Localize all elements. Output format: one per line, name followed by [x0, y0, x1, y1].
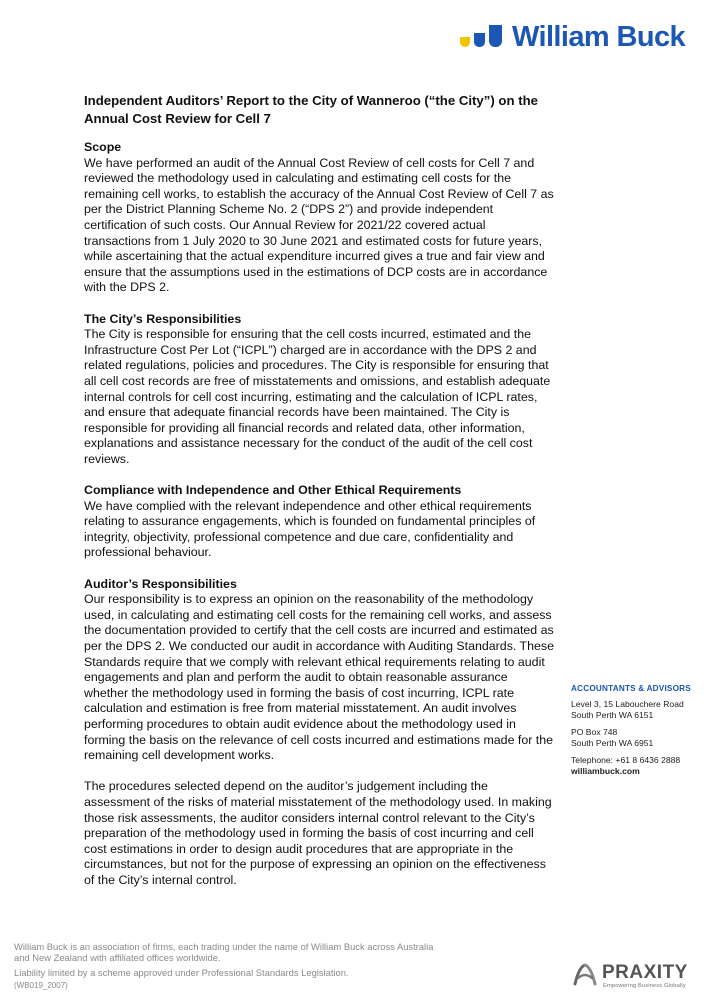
address-line-2: South Perth WA 6151	[571, 710, 654, 720]
section-heading-city-responsibilities: The City’s Responsibilities	[84, 311, 242, 326]
address-line-1: Level 3, 15 Labouchere Road	[571, 698, 684, 709]
footer-line-2: and New Zealand with affiliated offices worldwide.	[14, 952, 221, 963]
paragraph-auditor-responsibilities-1: Our responsibility is to express an opinion on the reasonability of the methodology used, in calculating and estimating cell costs for the remaining cell works, and assess the documentation provided to certify that the cell costs are incurred and estimated as per the DPS 2. We conducted our audit in accordance with Auditing Standards. These Standards require that we comply with relevant ethical requirements relating to audit engagements and plan and perform the audit to obtain reasonable assurance whether the methodology used in forming the basis of cost incurring, ICPL rate calculation and estimation is free from material misstatement. An audit involves performing procedures to obtain audit evidence about the methodology used in forming the basis on the relevance of cell costs incurred and estimations made for the remaining cell development works.	[84, 592, 554, 763]
logo-wordmark: William Buck	[512, 21, 686, 53]
po-box-line-1: PO Box 748	[571, 726, 618, 737]
telephone: Telephone: +61 8 6436 2888	[571, 754, 681, 765]
paragraph-compliance: We have complied with the relevant independence and other ethical requirements relating to assurance engagements, which is founded on fundamental principles of integrity, objectivity, professional competence and due care, confidentiality and professional behaviour.	[84, 498, 536, 560]
praxity-wordmark: PRAXITY	[602, 962, 688, 983]
report-body	[84, 92, 554, 904]
paragraph-city-responsibilities: The City is responsible for ensuring that the cell costs incurred, estimated and the Infrastructure Cost Per Lot (“ICPL”) charged are in accordance with the DPS 2 and related regulations, policies and procedures. The City is responsible for ensuring that all cell cost records are free of misstatements and omissions, and establish adequate internal controls for cell cost incurring, estimating and the calculation of ICPL rates, and ensure that adequate financial records have been maintained. The City is responsible for providing all financial records and related data, other information, explanations and assistance necessary for the conduct of the audit of the cell cost reviews.	[84, 327, 551, 466]
footer-line-3: Liability limited by a scheme approved under Professional Standards Legislation.	[14, 967, 349, 978]
footer-disclaimer	[14, 941, 534, 991]
sidebar-heading: ACCOUNTANTS & ADVISORS	[571, 684, 691, 693]
section-heading-compliance: Compliance with Independence and Other Ethical Requirements	[84, 483, 462, 498]
po-box-line-2: South Perth WA 6951	[571, 738, 654, 748]
paragraph-scope: We have performed an audit of the Annual Cost Review of cell costs for Cell 7 and reviewed the methodology used in calculating and estimating cell costs for the remaining cell works, to establish the accuracy of the Annual Cost Review of Cell 7 as per the District Planning Scheme No. 2 (“DPS 2”) and provide independent certification of such costs. Our Annual Review for 2021/22 covered actual transactions from 1 July 2020 to 30 June 2021 and estimated costs for future years, while ascertaining that the actual expenditure incurred gives a true and fair view and ensure that the assumptions used in the estimations of DCP costs are in accordance with the DPS 2.	[84, 155, 554, 295]
footer-line-1: William Buck is an association of firms, each trading under the name of William Buck across Australia	[14, 941, 434, 952]
section-heading-scope: Scope	[84, 140, 122, 154]
report-title: Independent Auditors’ Report to the City of Wanneroo (“the City”) on the Annual Cost Review for Cell 7	[84, 93, 538, 126]
section-heading-auditor-responsibilities: Auditor’s Responsibilities	[84, 576, 237, 591]
footer-code: (WB019_2007)	[14, 981, 68, 990]
contact-sidebar	[571, 683, 701, 778]
william-buck-logo	[458, 20, 685, 54]
praxity-logo	[572, 962, 694, 994]
logo-mark-icon	[458, 23, 508, 51]
paragraph-auditor-responsibilities-2: The procedures selected depend on the auditor’s judgement including the assessment of the risks of material misstatement of the methodology used. In making those risk assessments, the auditor considers internal control relevant to the City’s preparation of the methodology used in forming the basis of cost incurring and cell cost estimations in order to design audit procedures that are appropriate in the circumstances, but not for the purpose of expressing an opinion on the effectiveness of the City’s internal control.	[84, 779, 552, 887]
praxity-mark-icon	[572, 962, 598, 988]
praxity-tagline: Empowering Business Globally	[603, 983, 686, 989]
website-link[interactable]: williambuck.com	[571, 766, 640, 776]
